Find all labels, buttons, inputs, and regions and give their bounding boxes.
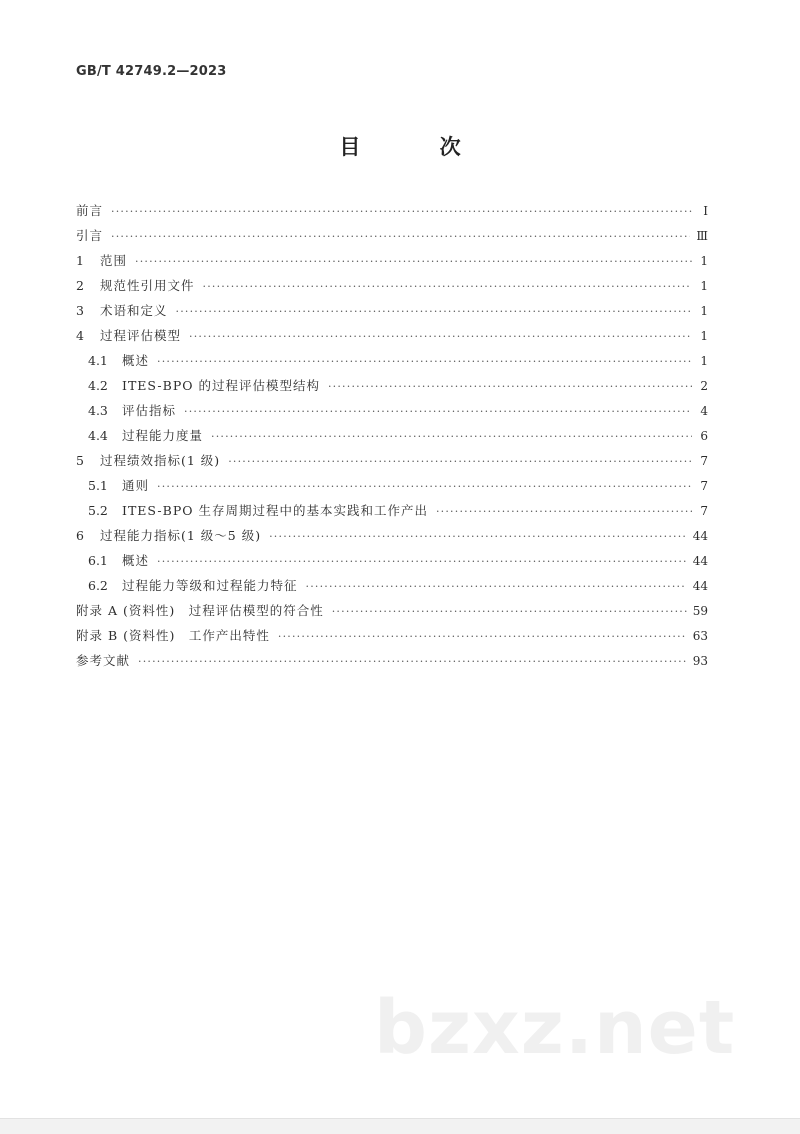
toc-entry-title: 过程能力等级和过程能力特征 — [122, 578, 298, 593]
toc-entry-number: 3 — [76, 303, 84, 318]
toc-entry-page: Ⅲ — [696, 229, 708, 243]
toc-entry-title: 术语和定义 — [100, 303, 168, 318]
toc-entry[interactable] — [76, 250, 708, 275]
toc-entry-title: ITES-BPO 生存周期过程中的基本实践和工作产出 — [122, 503, 428, 518]
toc-entry-number: 1 — [76, 253, 84, 268]
toc-entry[interactable] — [76, 625, 708, 650]
toc-entry[interactable] — [76, 425, 708, 450]
dot-leader — [189, 326, 692, 348]
toc-entry-title: 过程能力指标(1 级～5 级) — [100, 528, 262, 543]
dot-leader — [157, 476, 692, 498]
toc-entry[interactable] — [76, 400, 708, 425]
toc-entry-number: 5.1 — [88, 478, 108, 493]
toc-entry-page: 59 — [692, 604, 708, 618]
dot-leader — [184, 401, 692, 423]
dot-leader — [203, 276, 692, 298]
toc-entry-number: 4.3 — [88, 403, 108, 418]
toc-entry-page: 1 — [700, 279, 708, 293]
dot-leader — [328, 376, 692, 398]
toc-entry[interactable] — [76, 600, 708, 625]
toc-entry-title: 前言 — [76, 203, 104, 218]
dot-leader — [157, 351, 692, 373]
dot-leader — [436, 501, 692, 523]
toc-entry-page: 1 — [700, 354, 708, 368]
dot-leader — [157, 551, 687, 573]
dot-leader — [306, 576, 687, 598]
toc-entry-title: 范围 — [100, 253, 128, 268]
toc-entry-number: 4.2 — [88, 378, 108, 393]
standard-number: GB/T 42749.2—2023 — [76, 64, 227, 79]
toc-entry-title: 概述 — [122, 553, 150, 568]
toc-entry[interactable] — [76, 200, 708, 225]
toc-entry-page: 7 — [700, 504, 708, 518]
toc-entry-number: 6.1 — [88, 553, 108, 568]
toc-entry-title: 评估指标 — [122, 403, 177, 418]
toc-entry-page: 93 — [692, 654, 708, 668]
toc-entry-title: 参考文献 — [76, 653, 131, 668]
toc-entry-page: 44 — [692, 554, 708, 568]
toc-entry-number: 4.4 — [88, 428, 108, 443]
toc-entry-number: 6.2 — [88, 578, 108, 593]
toc-entry-page: 44 — [692, 579, 708, 593]
toc-entry-title: 引言 — [76, 228, 104, 243]
toc-entry-page: 1 — [700, 329, 708, 343]
toc-entry-title: 附录 B (资料性) 工作产出特性 — [76, 628, 270, 643]
toc-entry-number: 4.1 — [88, 353, 108, 368]
dot-leader — [135, 251, 692, 273]
dot-leader — [269, 526, 687, 548]
toc-entry[interactable] — [76, 375, 708, 400]
toc-entry-page: 4 — [700, 404, 708, 418]
toc-entry-page: 1 — [700, 254, 708, 268]
toc-entry-page: 7 — [700, 454, 708, 468]
toc-entry[interactable] — [76, 450, 708, 475]
dot-leader — [111, 226, 690, 248]
toc-entry-number: 6 — [76, 528, 84, 543]
dot-leader — [278, 626, 687, 648]
toc-entry-page: 7 — [700, 479, 708, 493]
toc-entry-title: 通则 — [122, 478, 150, 493]
toc-entry-page: Ⅰ — [703, 204, 708, 218]
toc-entry-page: 63 — [692, 629, 708, 643]
toc-entry[interactable] — [76, 550, 708, 575]
dot-leader — [332, 601, 687, 623]
toc-entry-title: 概述 — [122, 353, 150, 368]
toc-entry-page: 2 — [700, 379, 708, 393]
toc-entry[interactable] — [76, 300, 708, 325]
toc-entry[interactable] — [76, 325, 708, 350]
toc-entry-title: 规范性引用文件 — [100, 278, 195, 293]
toc-entry-title: 附录 A (资料性) 过程评估模型的符合性 — [76, 603, 324, 618]
table-of-contents — [76, 200, 708, 675]
toc-entry[interactable] — [76, 275, 708, 300]
toc-entry[interactable] — [76, 650, 708, 675]
dot-leader — [111, 201, 692, 223]
page-edge — [0, 1118, 800, 1134]
watermark-logo: bzxz.net — [374, 985, 736, 1071]
toc-entry-number: 4 — [76, 328, 84, 343]
toc-entry[interactable] — [76, 525, 708, 550]
toc-entry-title: 过程能力度量 — [122, 428, 204, 443]
toc-title: 目 次 — [339, 135, 497, 159]
dot-leader — [211, 426, 692, 448]
toc-entry-title: ITES-BPO 的过程评估模型结构 — [122, 378, 320, 393]
toc-entry-title: 过程评估模型 — [100, 328, 182, 343]
toc-entry[interactable] — [76, 350, 708, 375]
toc-entry[interactable] — [76, 475, 708, 500]
dot-leader — [228, 451, 692, 473]
toc-entry[interactable] — [76, 500, 708, 525]
dot-leader — [176, 301, 692, 323]
toc-entry[interactable] — [76, 575, 708, 600]
toc-entry-page: 1 — [700, 304, 708, 318]
dot-leader — [138, 651, 687, 673]
toc-entry-number: 5.2 — [88, 503, 108, 518]
toc-entry-page: 6 — [700, 429, 708, 443]
toc-entry-title: 过程绩效指标(1 级) — [100, 453, 221, 468]
toc-entry[interactable] — [76, 225, 708, 250]
toc-entry-number: 5 — [76, 453, 84, 468]
toc-entry-page: 44 — [692, 529, 708, 543]
toc-entry-number: 2 — [76, 278, 84, 293]
